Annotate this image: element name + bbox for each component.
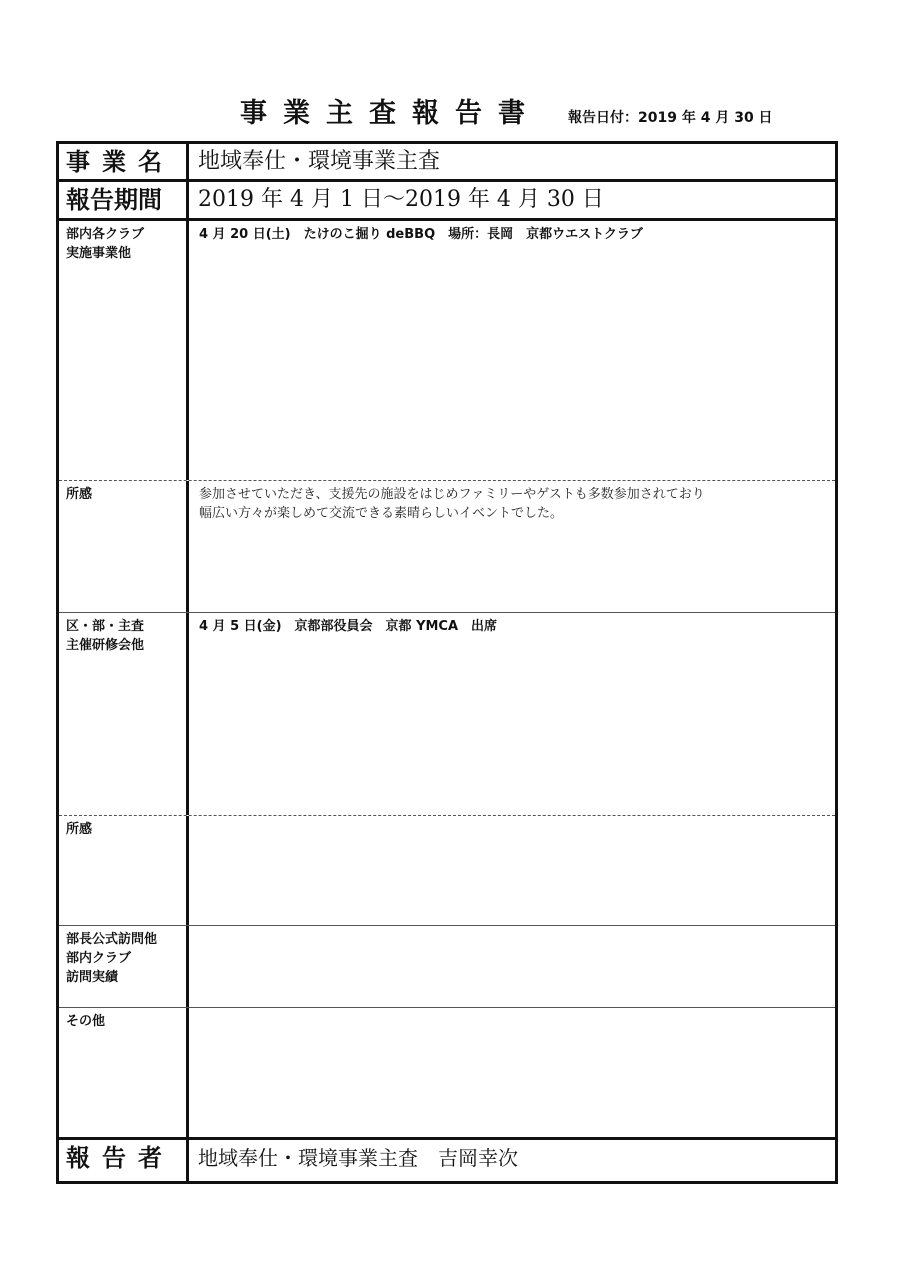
impression-1-line: 参加させていただき、支援先の施設をはじめファミリーやゲストも多数参加されており <box>199 487 705 502</box>
reporter-value: 地域奉仕・環境事業主査 吉岡幸次 <box>198 1146 518 1170</box>
impression-1-label: 所感 <box>59 481 189 612</box>
official-visits-label-line: 部長公式訪問他 <box>66 932 158 947</box>
row-other <box>59 1008 835 1140</box>
project-name-value: 地域奉仕・環境事業主査 <box>198 149 441 174</box>
club-events-value: 4 月 20 日(土) たけのこ掘り deBBQ 場所：長岡 京都ウエストクラブ <box>199 227 643 242</box>
report-form <box>56 141 838 1184</box>
row-district-events <box>59 613 835 816</box>
other-value <box>189 1008 835 1137</box>
report-period-value: 2019 年 4 月 1 日〜2019 年 4 月 30 日 <box>198 187 604 212</box>
district-events-label-line: 主催研修会他 <box>66 638 145 653</box>
row-impression-2 <box>59 816 835 926</box>
reporter-label: 報告者 <box>59 1140 189 1181</box>
report-date: 報告日付：2019 年 4 月 30 日 <box>568 110 773 126</box>
club-events-label-line: 部内各クラブ <box>66 227 145 242</box>
row-reporter <box>59 1140 835 1181</box>
other-label: その他 <box>59 1008 189 1137</box>
report-period-label: 報告期間 <box>59 182 189 218</box>
row-official-visits <box>59 926 835 1008</box>
impression-2-value <box>189 816 835 925</box>
row-project-name <box>59 144 835 182</box>
official-visits-label <box>59 926 189 1007</box>
impression-2-label: 所感 <box>59 816 189 925</box>
official-visits-label-line: 訪問実績 <box>66 970 119 985</box>
document-title: 事業主査報告書 <box>240 98 541 129</box>
district-events-label-line: 区・部・主査 <box>66 619 145 634</box>
project-name-label: 事業名 <box>59 144 189 179</box>
impression-1-value <box>189 481 835 612</box>
club-events-label <box>59 221 189 480</box>
row-impression-1 <box>59 481 835 613</box>
row-report-period <box>59 182 835 221</box>
impression-1-line: 幅広い方々が楽しめて交流できる素晴らしいイベントでした。 <box>199 506 564 521</box>
official-visits-label-line: 部内クラブ <box>66 951 132 966</box>
district-events-label <box>59 613 189 815</box>
district-events-value: 4 月 5 日(金) 京都部役員会 京都 YMCA 出席 <box>199 619 498 634</box>
club-events-label-line: 実施事業他 <box>66 246 132 261</box>
official-visits-value <box>189 926 835 1007</box>
row-club-events <box>59 221 835 481</box>
